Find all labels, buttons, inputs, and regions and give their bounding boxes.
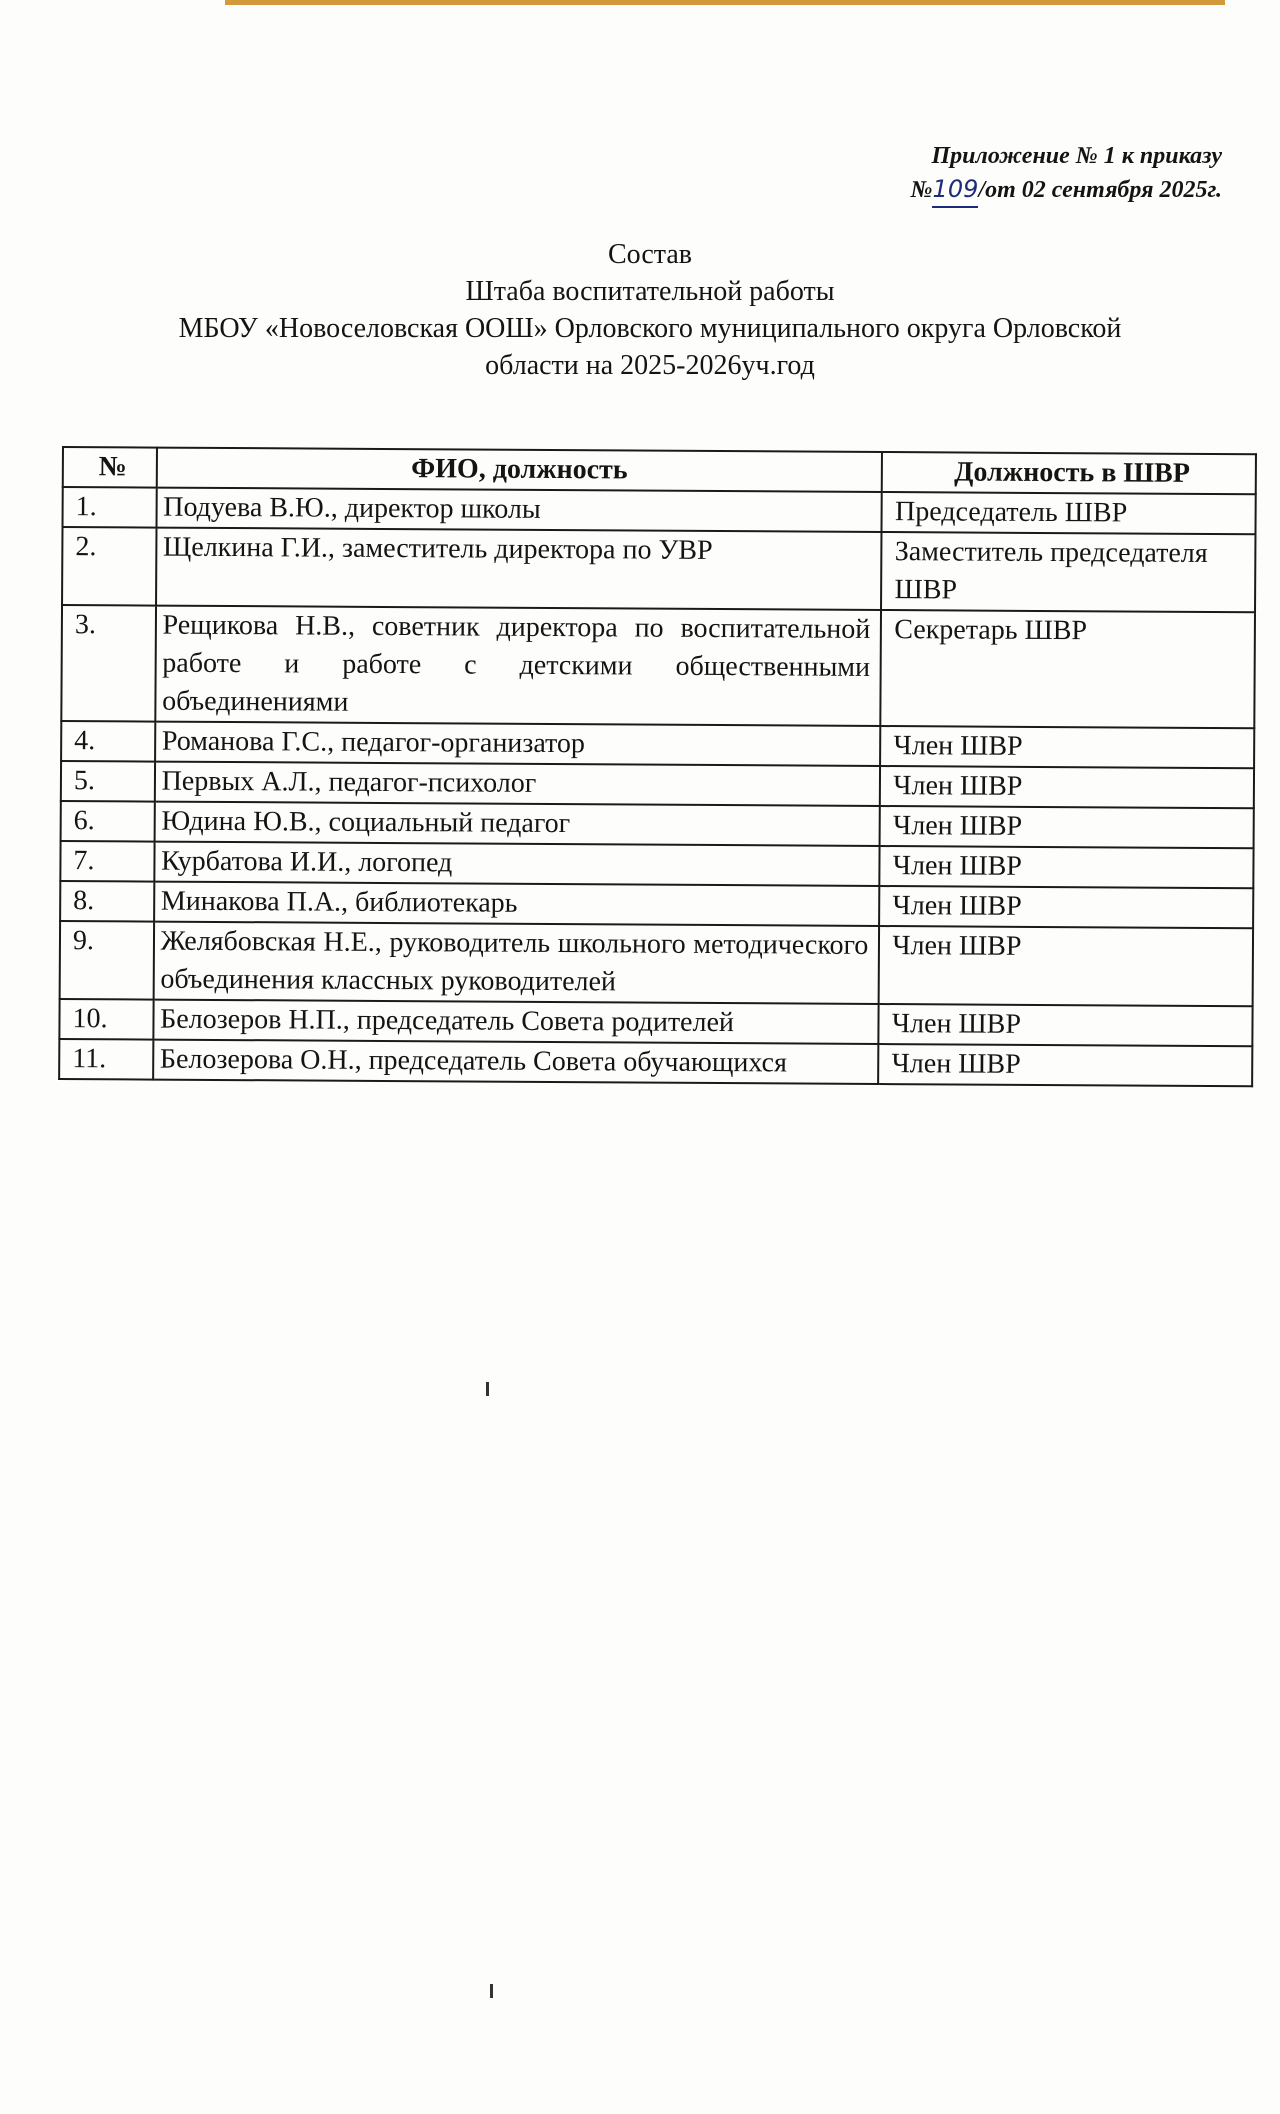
heading-line-1: Состав bbox=[607, 239, 693, 270]
row-number: 10. bbox=[59, 999, 153, 1040]
row-number: 7. bbox=[60, 841, 154, 882]
row-name: Юдина Ю.В., социальный педагог bbox=[154, 802, 880, 846]
table-row bbox=[60, 921, 1253, 1006]
table-row bbox=[62, 527, 1255, 612]
header-role: Должность в ШВР bbox=[882, 452, 1256, 494]
row-name: Первых А.Л., педагог-психолог bbox=[155, 762, 881, 806]
row-role: Член ШВР bbox=[880, 806, 1254, 848]
row-number: 5. bbox=[61, 761, 155, 802]
top-edge-strip bbox=[225, 0, 1225, 5]
row-role: Член ШВР bbox=[880, 846, 1254, 888]
row-name: Курбатова И.И., логопед bbox=[154, 842, 880, 886]
row-role: Член ШВР bbox=[879, 886, 1253, 928]
annex-line-1: Приложение № 1 к приказу bbox=[931, 143, 1222, 169]
row-number: 4. bbox=[61, 721, 155, 762]
row-number: 1. bbox=[63, 487, 157, 528]
annex-note bbox=[910, 140, 1222, 208]
row-name: Рещикова Н.В., советник директора по воспитательной работе и работе с детскими общественными объединениями bbox=[155, 606, 881, 726]
table-row bbox=[59, 1039, 1252, 1086]
row-role: Заместитель председателя ШВР bbox=[881, 532, 1255, 612]
row-name: Подуева В.Ю., директор школы bbox=[156, 488, 882, 532]
row-role: Член ШВР bbox=[880, 766, 1254, 808]
table-row bbox=[61, 605, 1255, 728]
row-role: Член ШВР bbox=[879, 1044, 1253, 1086]
row-role: Член ШВР bbox=[879, 926, 1253, 1006]
row-role: Член ШВР bbox=[879, 1004, 1253, 1046]
stray-mark bbox=[490, 1984, 493, 1998]
stray-mark bbox=[486, 1382, 489, 1396]
row-name: Белозеров Н.П., председатель Совета родителей bbox=[153, 1000, 879, 1044]
row-name: Щелкина Г.И., заместитель директора по УВР bbox=[156, 528, 882, 610]
header-number: № bbox=[63, 447, 157, 488]
row-number: 3. bbox=[61, 605, 155, 722]
row-number: 9. bbox=[60, 921, 154, 1000]
row-number: 6. bbox=[61, 801, 155, 842]
row-number: 2. bbox=[62, 527, 156, 606]
row-role: Председатель ШВР bbox=[882, 492, 1256, 534]
staff-table bbox=[58, 446, 1257, 1087]
order-date: /от 02 сентября 2025г. bbox=[978, 177, 1222, 203]
row-number: 8. bbox=[60, 881, 154, 922]
heading-line-2: Штаба воспитательной работы bbox=[465, 276, 835, 307]
heading-line-3: МБОУ «Новоселовская ООШ» Орловского муниципального округа Орловской bbox=[178, 313, 1122, 344]
row-name: Романова Г.С., педагог-организатор bbox=[155, 722, 881, 766]
row-name: Белозерова О.Н., председатель Совета обучающихся bbox=[153, 1040, 879, 1084]
row-number: 11. bbox=[59, 1039, 153, 1080]
row-name: Желябовская Н.Е., руководитель школьного методического объединения классных руководителей bbox=[153, 922, 879, 1004]
header-name: ФИО, должность bbox=[156, 448, 882, 492]
heading-line-4: области на 2025-2026уч.год bbox=[485, 350, 815, 381]
order-number-prefix: № bbox=[910, 177, 933, 203]
row-role: Член ШВР bbox=[880, 726, 1254, 768]
row-name: Минакова П.А., библиотекарь bbox=[154, 882, 880, 926]
annex-line-2 bbox=[910, 173, 1222, 208]
document-heading bbox=[60, 236, 1240, 384]
order-number-handwritten: 109 bbox=[932, 173, 978, 208]
row-role: Секретарь ШВР bbox=[881, 610, 1255, 728]
